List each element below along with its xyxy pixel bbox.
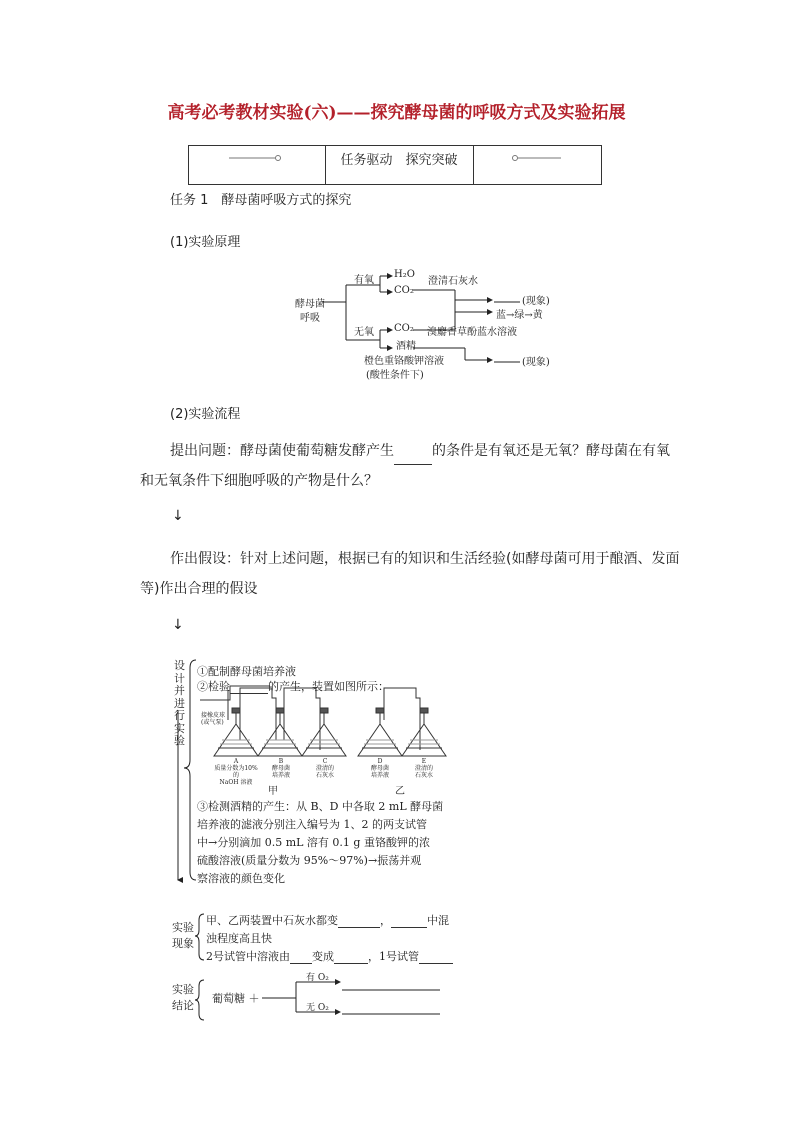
flask-a-label: A 质量分数为10%的 NaOH 溶液: [214, 758, 258, 786]
question-pre: 提出问题：酵母菌使葡萄糖发酵产生: [170, 443, 394, 459]
label-respire: 呼吸: [300, 313, 320, 324]
label-phenomenon-2: (现象): [522, 357, 550, 368]
label-colorchange: 蓝→绿→黄: [496, 310, 543, 321]
phenomenon-side-label: 实验 现象: [172, 921, 194, 950]
flask-e-label: E 澄清的 石灰水: [414, 758, 433, 779]
flask-d-label: D 酵母菌 培养液: [370, 758, 389, 779]
hypothesis-line2: 等)作出合理的假设: [140, 581, 258, 597]
apparatus-jia: 甲: [268, 786, 278, 797]
conclusion-glucose: 葡萄糖 ＋: [212, 992, 260, 1005]
section-procedure: (2)实验流程: [170, 407, 241, 422]
label-limewater: 澄清石灰水: [428, 276, 478, 287]
flask-c-label: C 澄清的 石灰水: [315, 758, 334, 779]
label-yeast: 酵母菌: [295, 299, 325, 310]
conclusion-side-label: 实验 结论: [172, 983, 194, 1012]
label-dichromate: 橙色重铬酸钾溶液: [364, 356, 444, 367]
design-side-label: 设 计 并 进 行 实 验: [174, 659, 185, 747]
task-heading: 任务 1 酵母菌呼吸方式的探究: [170, 193, 352, 208]
label-btb: 溴麝香草酚蓝水溶液: [427, 327, 517, 338]
conclusion-no-o2: 无 O₂: [306, 1003, 329, 1013]
label-phenomenon-1: (现象): [522, 296, 550, 307]
design-step1: ①配制酵母菌培养液: [197, 665, 296, 678]
pump-label: 接橡皮球 (或气泵): [201, 712, 226, 726]
page-title: 高考必考教材实验(六)——探究酵母菌的呼吸方式及实验拓展: [167, 103, 626, 123]
flow-arrow-1: ↓: [172, 508, 184, 524]
label-anaerobic: 无氧: [354, 327, 374, 338]
question-line2: 和无氧条件下细胞呼吸的产物是什么？: [140, 473, 378, 489]
hypothesis-line1: 作出假设：针对上述问题，根据已有的知识和生活经验(如酵母菌可用于酿酒、发面: [170, 551, 680, 567]
banner-label: 任务驱动 探究突破: [340, 153, 458, 168]
label-co2-aerobic: CO₂: [394, 285, 414, 296]
phenomenon-line3: 2号试管中溶液由 变成 ，1号试管: [206, 948, 453, 964]
label-acidic: (酸性条件下): [366, 370, 424, 381]
label-h2o: H₂O: [394, 269, 415, 280]
label-alcohol: 酒精: [396, 341, 416, 352]
design-step3: ③检测酒精的产生：从 B、D 中各取 2 mL 酵母菌 培养液的滤液分别注入编号为 1、2 的两支试管 中→分别滴加 0.5 mL 溶有 0.1 g 重铬酸钾的浓 硫酸溶液(质量分数为 95%～97%)→振荡并观 察溶液的颜色变化: [197, 800, 444, 885]
flow-arrow-2: ↓: [172, 617, 184, 633]
conclusion-o2: 有 O₂: [306, 973, 329, 983]
phenomenon-line2: 浊程度高且快: [206, 932, 272, 945]
phenomenon-line1: 甲、乙两装置中石灰水都变 ， 中混: [206, 914, 449, 927]
section-principle: (1)实验原理: [170, 235, 241, 250]
design-step2: ②检验 的产生，装置如图所示：: [197, 680, 389, 693]
question-post: 的条件是有氧还是无氧？酵母菌在有氧: [432, 443, 670, 459]
apparatus-yi: 乙: [395, 786, 405, 797]
flask-b-label: B 酵母菌 培养液: [271, 758, 290, 779]
label-aerobic: 有氧: [354, 275, 374, 286]
label-co2-anaerobic: CO₂: [394, 323, 414, 334]
